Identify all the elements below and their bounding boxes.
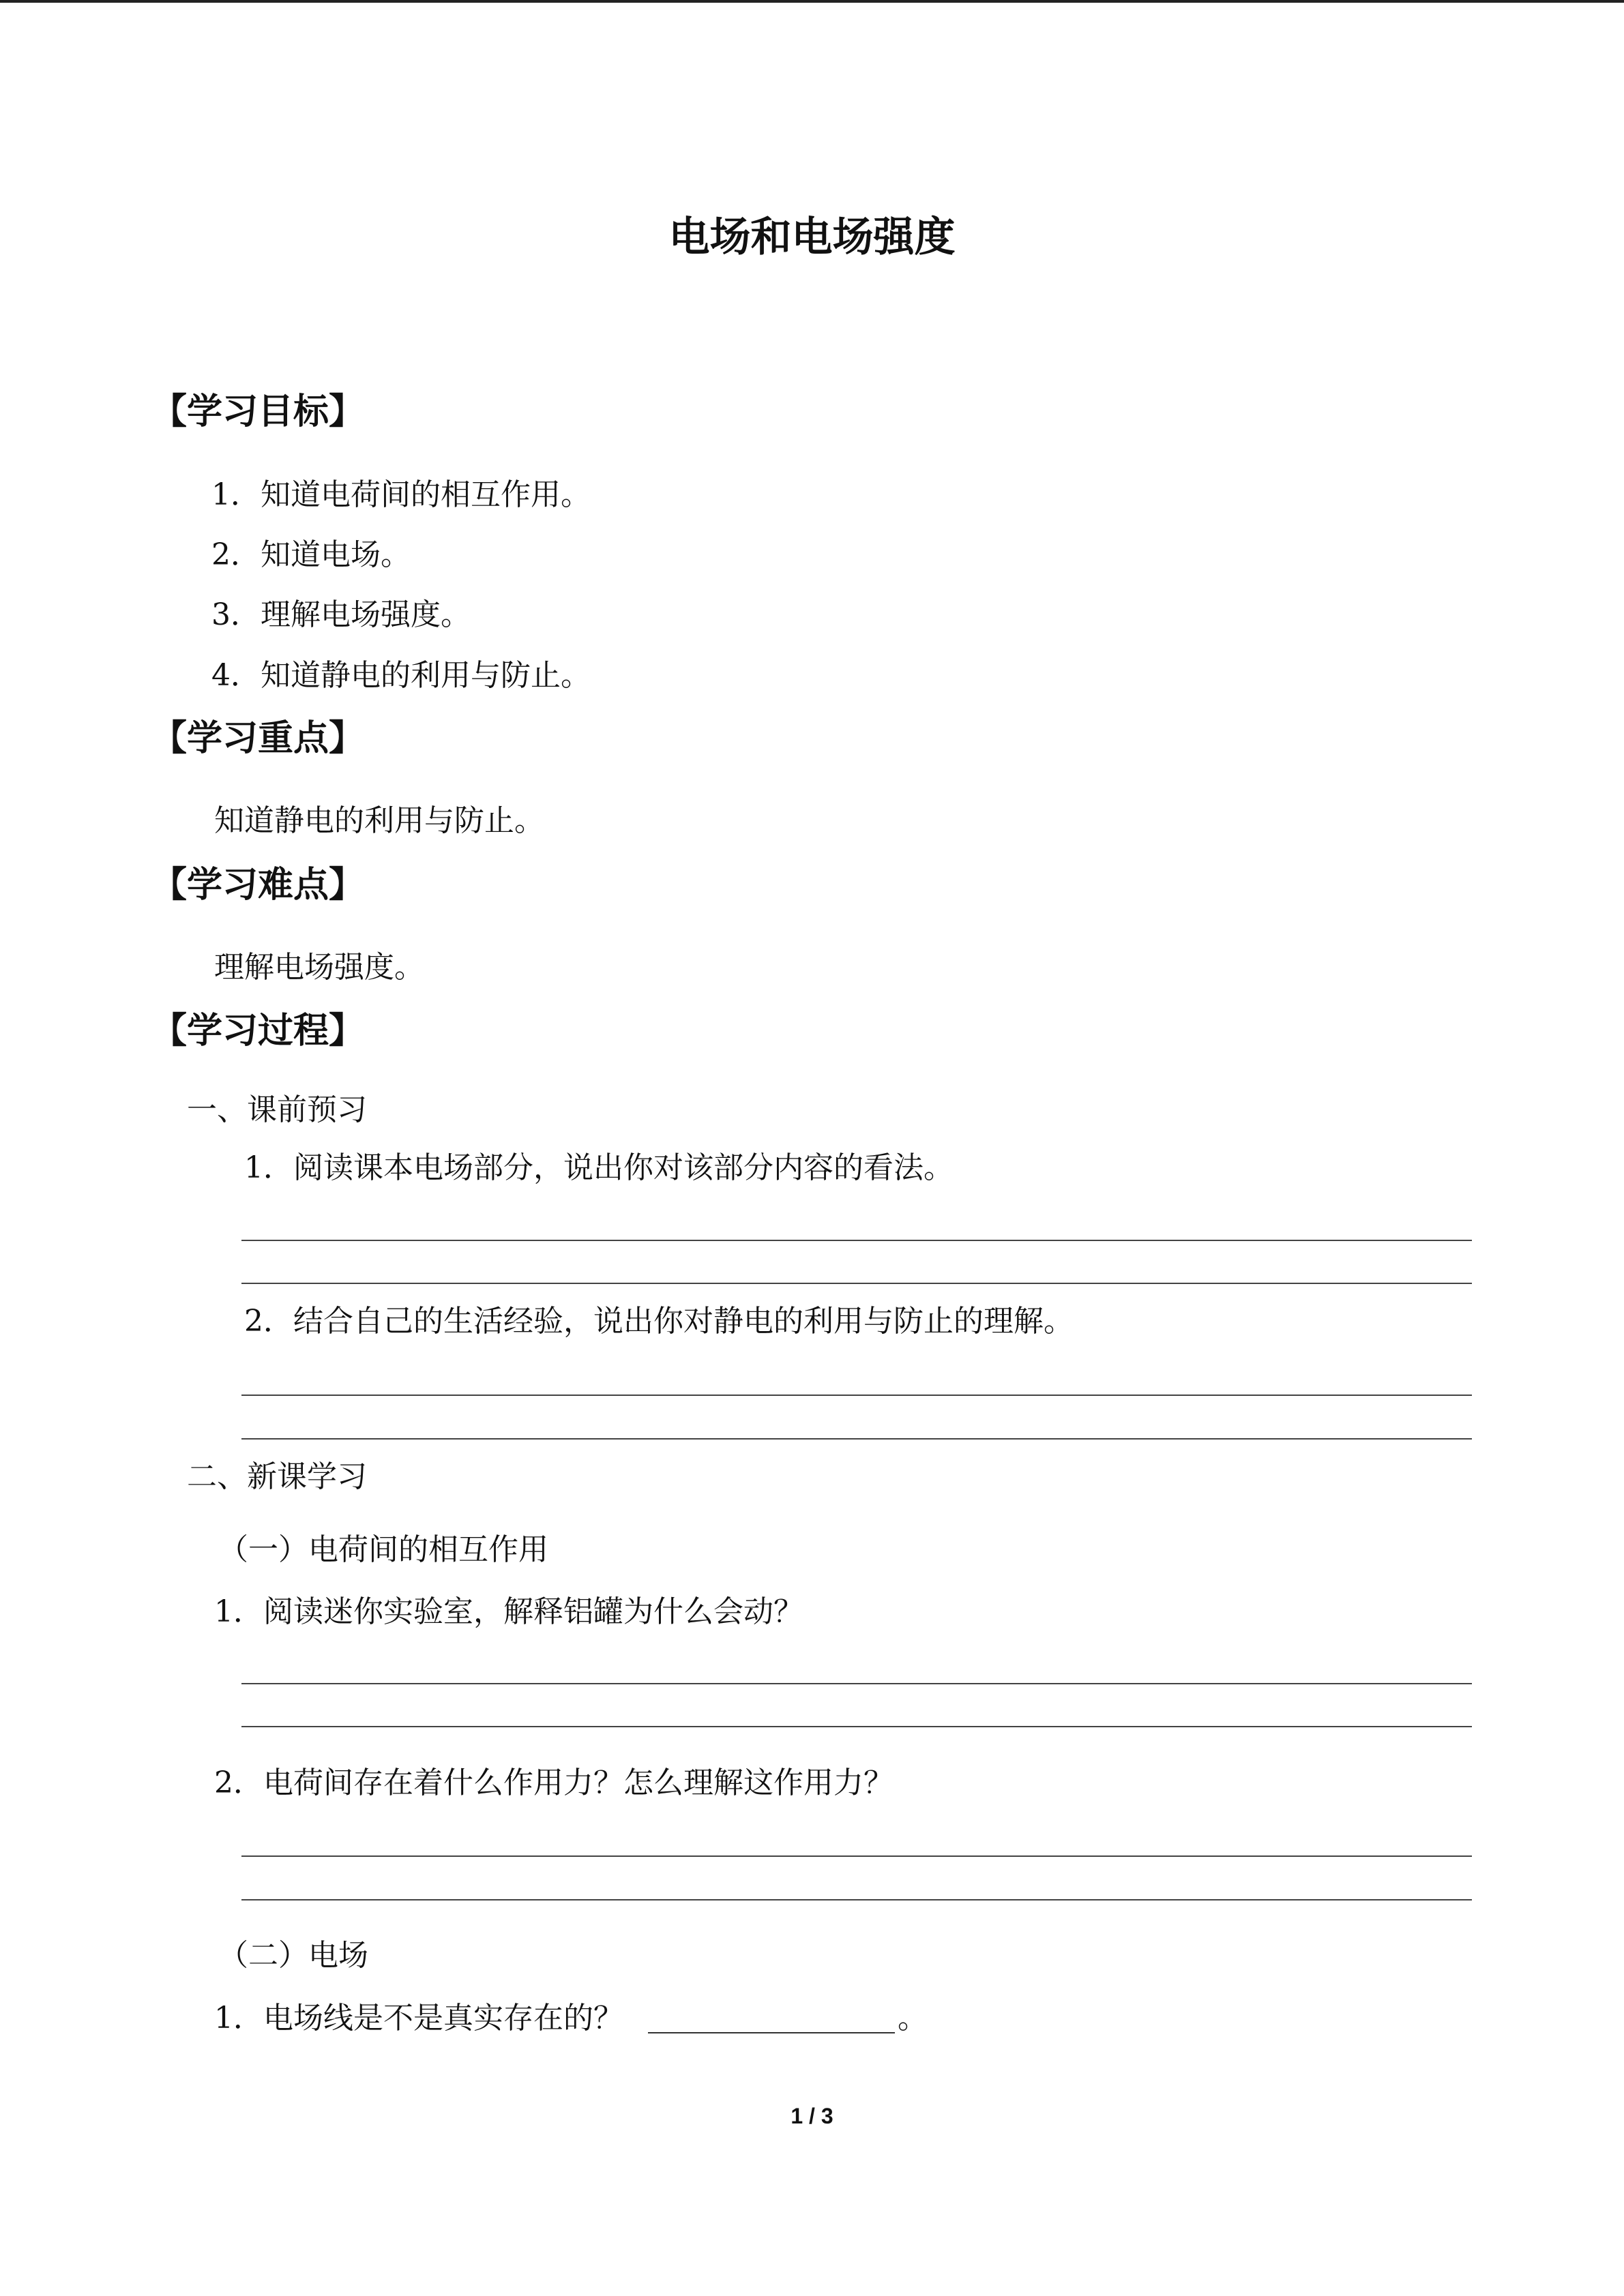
answer-line[interactable] [241, 1240, 1472, 1241]
section-heading-difficulties: 【学习难点】 [151, 865, 365, 906]
objective-item: 1．知道电荷间的相互作用。 [211, 477, 591, 512]
part-preview-label: 一、课前预习 [187, 1092, 367, 1127]
answer-line[interactable] [241, 1438, 1472, 1440]
lesson-question-1: 1．阅读迷你实验室，解释铝罐为什么会动？ [214, 1594, 803, 1629]
answer-line[interactable] [241, 1395, 1472, 1396]
key-points-text: 知道静电的利用与防止。 [214, 803, 544, 838]
part-new-lesson-label: 二、新课学习 [187, 1459, 367, 1494]
objective-item: 4．知道静电的利用与防止。 [211, 658, 591, 693]
objective-item: 2．知道电场。 [211, 537, 411, 572]
answer-line[interactable] [241, 1726, 1472, 1727]
subsection-charge-interaction: （一）电荷间的相互作用 [218, 1532, 548, 1567]
section-heading-objectives: 【学习目标】 [151, 391, 365, 432]
fill-in-blank[interactable] [648, 2002, 895, 2033]
field-question-1-text: 1．电场线是不是真实存在的？ [214, 2001, 623, 2036]
field-question-1 [214, 2001, 928, 2036]
answer-line[interactable] [241, 1683, 1472, 1684]
difficulties-text: 理解电场强度。 [214, 950, 424, 985]
objective-item: 3．理解电场强度。 [211, 597, 471, 632]
field-question-1-end: 。 [898, 2001, 928, 2036]
section-heading-key-points: 【学习重点】 [151, 718, 365, 759]
answer-line[interactable] [241, 1899, 1472, 1900]
lesson-question-2: 2．电荷间存在着什么作用力？怎么理解这作用力？ [214, 1765, 894, 1800]
section-heading-process: 【学习过程】 [151, 1011, 365, 1052]
answer-line[interactable] [241, 1283, 1472, 1284]
top-border-line [0, 0, 1624, 3]
answer-line[interactable] [241, 1855, 1472, 1857]
preview-question-1: 1．阅读课本电场部分，说出你对该部分内容的看法。 [244, 1150, 954, 1185]
page-number: 1 / 3 [791, 2104, 833, 2128]
preview-question-2: 2．结合自己的生活经验，说出你对静电的利用与防止的理解。 [244, 1304, 1074, 1339]
subsection-electric-field: （二）电场 [218, 1938, 368, 1973]
page-title: 电场和电场强度 [668, 213, 956, 261]
